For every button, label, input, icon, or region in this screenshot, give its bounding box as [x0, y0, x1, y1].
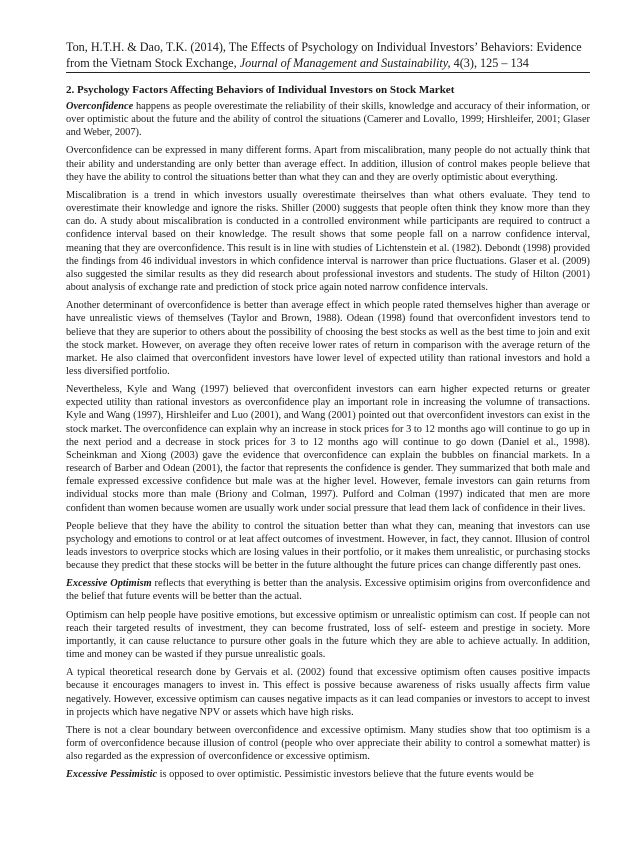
paragraph-term: Excessive Optimism: [66, 578, 152, 590]
running-header: [66, 40, 590, 73]
paragraph-text: A typical theoretical research done by Gervais et al. (2002) found that excessive optimism often causes positive impacts because it encourages managers to invest in. This effect is possive because awareness of risks usually affects firm value negatively. However, excessive optimism can causes negative impacts as it can lead companies or investors to accept to invest in projects which have negative NPV or assets which have high risks.: [66, 667, 590, 718]
paragraph-text: People believe that they have the ability to control the situation better than what they can, meaning that investors can use psychology and emotions to control or at leat affect outcomes of investment. However, in fact, they cannot. Illusion of control leads investors to overprice stocks which are losing values in their portfolio, or it makes them unrealistic, or purchasing stocks because they predict that these stocks will be better in the future althought the future prices can change differently past ones.: [66, 520, 590, 572]
section-title: 2. Psychology Factors Affecting Behaviors of Individual Investors on Stock Market: [66, 84, 455, 96]
body-paragraph: [66, 299, 590, 378]
body-paragraph: [66, 577, 590, 603]
body-paragraph: [66, 724, 590, 763]
paragraph-text: Overconfidence can be expressed in many different forms. Apart from miscalibration, many people do not actually think that their ability and understanding are only better than average effect. In addition, illusion of control makes people believe that they have the ability to control the situations better than what they can and they are overly optimistic about everything.: [66, 145, 590, 183]
paragraph-text: Miscalibration is a trend in which investors usually overestimate theirselves than what others evaluate. They tend to overestimate their knowledge and ignore the risks. Shiller (2000) suggests that people often think they know more than they can do. A study about miscalibration is conducted in a controlled environment while participants are required to contruct a confidence interval based on their knowledge. The result shows that some people fall on a narrow confidence interval, meaning that they are overconfidence. This result is in line with studies of Lichtenstein et al. (1982). Debondt (1998) provided the findings from 46 individual investors in which confidence interval is narrower than price fluctuations. Glaser et al. (2009) also suggested the similar results as they did research about professional investors and students. The study of Hilton (2001) about analysis of exchange rate and prediction of stock price again noted narrow confidence intervals.: [66, 189, 590, 294]
paragraph-text: reflects that everything is better than the analysis. Excessive optimisim origins from overconfidence and the belief that future events will be better than the actual.: [66, 578, 590, 603]
citation-suffix: 4(3), 125 – 134: [453, 55, 529, 70]
citation-prefix: Ton, H.T.H. & Dao, T.K. (2014), The Effects of Psychology on Individual Investors’ Behaviors: Evidence from the Vietnam Stock Exchange,: [66, 40, 582, 70]
paragraph-text: Nevertheless, Kyle and Wang (1997) believed that overconfident investors can earn higher expected returns or greater expected utility than rational investors as overconfidence play an important role in increasing the volumne of transactions. Kyle and Wang (1997), Hirshleifer and Luo (2001), and Wang (2001) pointed out that overconfident investors can exist in the stock market. The overconfidence can explain why an increase in stock prices for 3 to 12 months ago will continue to go up in the next period and a decrease in stock prices for 3 to 12 months ago will continue to go down (Daniel et al., 1998). Scheinkman and Xiong (2003) gave the evidence that overconfidence can explain the bubbles on financial markets. In a research of Barber and Odean (2001), the factor that represents the confidence is gender. They summarized that both male and female expressed excessive confidence but male was at the higher level. However, female investors can gain returns from individual stocks more than male (Briony and Colman, 1997). Pulford and Colman (1997) indicated that men are more confident than women because women are usually work under social pressure that lead them lack of confidence in their lives.: [66, 384, 590, 514]
body-paragraph: [66, 520, 590, 573]
journal-name: Journal of Management and Sustainability,: [239, 55, 451, 70]
body-paragraph: [66, 189, 590, 294]
body-paragraph: [66, 609, 590, 662]
body-paragraph: [66, 383, 590, 515]
paragraph-term: Excessive Pessimistic: [66, 769, 158, 781]
body-paragraph: [66, 144, 590, 183]
paragraph-text: is opposed to over optimistic. Pessimistic investors believe that the future events would be: [157, 769, 534, 781]
paragraph-text: Optimism can help people have positive emotions, but excessive optimism or unrealistic optimism can cost. If people can not reach their targeted results of investment, they can become frustrated, loss of self- esteem and prestige in society. More importantly, it can cause reluctance to pursure other goals in the future which they are able to achieve actually. In addition, time and money can be wasted if they pursue unrealistic goals.: [66, 609, 590, 661]
body-text: [66, 100, 590, 782]
body-paragraph: [66, 100, 590, 139]
body-paragraph: [66, 666, 590, 719]
paragraph-text: happens as people overestimate the reliability of their skills, knowledge and accuracy of their information, or over optimistic about the future and the ability of control the situations (Camerer and Lovallo, 1999; Hirshleifer, 2001; Glaser and Weber, 2007).: [66, 101, 590, 139]
body-paragraph: [66, 768, 590, 781]
paragraph-text: There is not a clear boundary between overconfidence and excessive optimism. Many studies show that too optimism is a form of overconfidence because illusion of control (people who over appreciate their ability to control a somewhat matter) is also regarded as the expression of overconfidence or excessive optimism.: [66, 724, 590, 763]
paragraph-term: Overconfidence: [66, 101, 134, 112]
paragraph-text: Another determinant of overconfidence is better than average effect in which people rated themselves higher than average or have unrealistic views of themselves (Taylor and Brown, 1988). Odean (1998) found that overconfident investors tend to believe that they are superior to others about the possibility of choosing the best stocks as well as the best time to join and exit the stock market. However, on average they often receive lower rates of return in comparison with the average return of the market. He also claimed that overconfident investors have lower level of expected utility than rational investors and hold a less diversified portfolio.: [66, 300, 590, 377]
